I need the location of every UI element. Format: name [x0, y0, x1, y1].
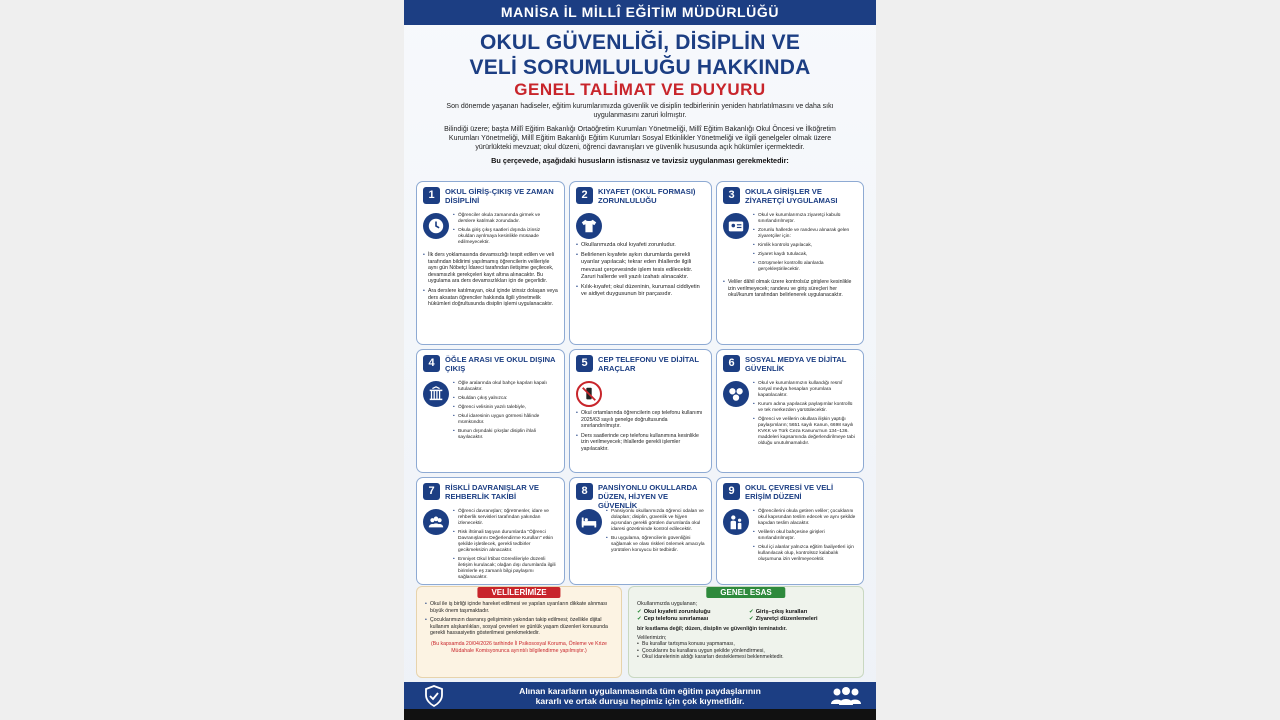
intro-text: [404, 102, 876, 152]
check-item: ✔ Okul kıyafeti zorunluluğu: [637, 608, 711, 615]
rule-item: • Zorunlu hallerde ve randevu alınarak gelen ziyaretçiler için:: [753, 228, 857, 240]
rule-item: • Ziyaret kaydı tutulacak,: [753, 252, 857, 258]
rule-title: OKUL ÇEVRESİ VE VELİ ERİŞİM DÜZENİ: [745, 483, 834, 501]
rule-bottom-list: [576, 242, 705, 298]
parents-item: • Okul ile iş birliği içinde hareket edilmesi ve yapılan uyarıların dikkate alınması büyük önem taşımaktadır.: [425, 601, 613, 614]
title-line-1: OKUL GÜVENLİĞİ, DİSİPLİN VE: [479, 31, 801, 54]
rule-bottom-list: [723, 279, 857, 299]
rule-card-header: [423, 355, 558, 379]
rule-item: • Kimlik kontrolü yapılacak,: [753, 243, 857, 249]
rule-card-header: [576, 483, 705, 510]
rule-card-body: [723, 213, 857, 276]
rule-card-body: [723, 381, 857, 450]
rule-item: • Okul idaresinin uygun görmesi hâlinde mümkündür.: [453, 414, 558, 426]
rule-card-4: [416, 349, 565, 473]
rule-item: • Okul içi alanlar yalnızca eğitim faaliyetleri için kullanılacak olup, kontrolsüz kalabalık oluşumuna izin verilmeyecektir.: [753, 545, 857, 563]
rule-item: • Ara derslere katılmayan, okul içinde izinsiz dolaşan veya ders aksatan öğrenciler hakkında ilgili yönetmelik hükümleri doğrultusunda disiplin işlemi uygulanacaktır.: [423, 288, 558, 308]
rule-top-list: [453, 509, 558, 584]
rule-card-body: [576, 509, 705, 557]
title-line-2: VELİ SORUMLULUĞU HAKKINDA: [469, 56, 811, 79]
social-media-icon: [723, 381, 749, 407]
rule-item: • Ders saatlerinde cep telefonu kullanımına kesinlikle izin verilmeyecek; ihlallerde gerekli işlemler yapılacaktır.: [576, 433, 705, 453]
rule-card-2: [569, 181, 712, 345]
rule-card-header: [576, 355, 705, 379]
rule-card-header: [576, 187, 705, 211]
rule-title: CEP TELEFONU VE DİJİTAL ARAÇLAR: [598, 355, 699, 373]
check-item: ✔ Giriş–çıkış kuralları: [749, 608, 808, 615]
check-icon: ✔: [749, 608, 754, 615]
rule-card-header: [723, 483, 857, 507]
rule-number: 5: [576, 355, 593, 372]
parents-list: [425, 601, 613, 637]
rule-item: • Öğrenci ve velilerin okullara ilişkin yaptığı paylaşımların; 5651 sayılı Kanun, 6698 sayılı KVKK ve Türk Ceza Kanunu'nun 134–136. maddeleri kapsamında değerlendirilmeye tabi olduğu unutulmamalıdır.: [753, 417, 857, 447]
rule-card-body: [423, 509, 558, 584]
rule-item: • Okullarımızda okul kıyafeti zorunludur.: [576, 242, 705, 249]
group-icon: [423, 509, 449, 535]
rule-item: • Öğrenci velisinin yazılı talebiyle,: [453, 405, 558, 411]
subtitle: GENEL TALİMAT VE DUYURU: [514, 80, 766, 99]
principles-item: • Okul idarelerinin aldığı kararları desteklemesi beklenmektedir.: [637, 654, 855, 661]
footer-line-2: kararlı ve ortak duruşu hepimiz için çok kıymetlidir.: [535, 695, 745, 706]
tshirt-icon: [576, 213, 602, 239]
rule-number: 2: [576, 187, 593, 204]
rule-title: ÖĞLE ARASI VE OKUL DIŞINA ÇIKIŞ: [445, 355, 556, 373]
rule-item: • Bunun dışındaki çıkışlar disiplin ihlali sayılacaktır.: [453, 429, 558, 441]
rule-card-header: [723, 187, 857, 211]
rule-item: • Pansiyonlu okullarımızda öğrenci odaları ve dolapları; disiplin, güvenlik ve hijyen açısından gerekli görülen durumlarda okul idaresi gözetiminde kontrol edilecektir.: [606, 509, 705, 533]
rule-number: 1: [423, 187, 440, 204]
rule-card-7: [416, 477, 565, 585]
rule-card-header: [723, 355, 857, 379]
principles-intro: Okullarımızda uygulanan;: [637, 601, 698, 607]
rule-item: • Velilerin okul bahçesine girişleri sınırlandırılmıştır.: [753, 530, 857, 542]
bottom-strip: [404, 709, 876, 720]
footer-line-1: Alınan kararların uygulanmasında tüm eğitim paydaşlarının: [519, 685, 761, 696]
footer-banner: [404, 682, 876, 709]
rule-card-header: [423, 483, 558, 507]
rule-title: SOSYAL MEDYA VE DİJİTAL GÜVENLİK: [745, 355, 847, 373]
intro-paragraph-1: Son dönemde yaşanan hadiseler, eğitim kurumlarımızda güvenlik ve disiplin tedbirlerinin yeniden hatırlatılmasını ve daha sıkı uygulanmasını zaruri kılmıştır.: [446, 103, 834, 120]
rule-item: • Veliler dâhil olmak üzere kontrolsüz girişlere kesinlikle izin verilmeyecek; randevu ve giriş süreçleri her okul/kurum tarafından belirlenerek uygulanacaktır.: [723, 279, 857, 299]
rule-bottom-list: [423, 252, 558, 308]
rule-item: • Öğle aralarında okul bahçe kapıları kapalı tutulacaktır.: [453, 381, 558, 393]
rule-card-1: [416, 181, 565, 345]
rules-grid: [416, 181, 864, 582]
parents-item: • Çocuklarımızın davranış gelişiminin yakından takip edilmesi; özellikle dijital kullanım alışkanlıkları, sosyal çevreleri ve günlük yaşam düzenleri konusunda gerekli hassasiyetin gösterilmesi gerekmektedir.: [425, 617, 613, 637]
people-group-icon: [816, 686, 876, 706]
rule-number: 9: [723, 483, 740, 500]
principles-item: • Bu kurallar tartışma konusu yapmaması,: [637, 641, 855, 648]
rule-top-list: [606, 381, 705, 407]
rule-card-8: [569, 477, 712, 585]
rule-title: KIYAFET (OKUL FORMASI) ZORUNLULUĞU: [598, 187, 696, 205]
rule-item: • Öğrenciler okula zamanında girmek ve derslere katılmak zorundadır.: [453, 213, 558, 225]
check-icon: ✔: [637, 615, 642, 622]
rule-item: • Emniyet Okul İrtibat Görevlileriyle düzenli iletişim kurulacak; olağan dışı durumlarda ilgili birimlerle eş zamanlı bilgi paylaşımı sağlanacaktır.: [453, 557, 558, 581]
rule-top-list: [606, 509, 705, 557]
shield-check-icon: [404, 685, 464, 707]
rule-item: • İlk ders yoklamasında devamsızlığı tespit edilen ve veli tarafından bildirimi yapılmamış öğrencilerin velileriyle aynı gün Nöbetçi İdareci tarafından iletişime geçilecek, devamsızlık gerekçeleri kayıt altına alınacaktır. Bu uygulama ara ders devamsızlıkları için de geçerlidir.: [423, 252, 558, 285]
rule-title: OKULA GİRİŞLER VE ZİYARETÇİ UYGULAMASI: [745, 187, 838, 205]
principles-box: [628, 586, 864, 678]
rule-number: 3: [723, 187, 740, 204]
rule-item: • Okuldan çıkış yalnızca:: [453, 396, 558, 402]
footer-boxes: [416, 586, 864, 678]
rule-item: • Bu uygulama, öğrencilerin güvenliğini sağlamak ve olası riskleri önlemek amacıyla yürütülen koruyucu bir tedbirdir.: [606, 536, 705, 554]
rule-card-3: [716, 181, 864, 345]
principles-parents-intro: Velilerimizin;: [637, 634, 667, 641]
no-phone-icon: [576, 381, 602, 407]
rule-card-9: [716, 477, 864, 585]
principles-ribbon: GENEL ESAS: [706, 587, 785, 598]
rule-bottom-list: [576, 410, 705, 453]
principles-checks: [637, 609, 855, 623]
check-item: ✔ Ziyaretçi düzenlemeleri: [749, 615, 818, 622]
parents-ribbon: VELİLERİMİZE: [477, 587, 560, 598]
rule-top-list: [453, 381, 558, 444]
rule-card-6: [716, 349, 864, 473]
rule-title: PANSİYONLU OKULLARDA DÜZEN, HİJYEN VE GÜVENLİK: [598, 483, 698, 510]
check-item: ✔ Cep telefonu sınırlaması: [637, 615, 709, 622]
rule-number: 8: [576, 483, 593, 500]
rule-top-list: [453, 213, 558, 249]
rule-item: • Okul ortamlarında öğrencilerin cep telefonu kullanımı 2025/63 sayılı genelge doğrultusunda sınırlandırılmıştır.: [576, 410, 705, 430]
clock-icon: [423, 213, 449, 239]
rule-item: • Öğrencilerini okula getiren veliler; çocuklarını okul kapısından teslim edecek ve aynı şekilde kapıdan teslim alacaktır.: [753, 509, 857, 527]
rule-number: 6: [723, 355, 740, 372]
rule-card-body: [423, 213, 558, 249]
rule-item: • Risk ihtimali taşıyan durumlarda "Öğrenci Davranışlarını Değerlendirme Kurulları" etkin şekilde işletilecek, gerekli tedbirler gecikmeksizin alınacaktır.: [453, 530, 558, 554]
rule-top-list: [753, 509, 857, 566]
rule-item: • Görüşmeler kontrollü alanlarda gerçekleştirilecektir.: [753, 261, 857, 273]
parents-note: (Bu kapsamda 20/04/2026 tarihinde İl Psikososyal Koruma, Önleme ve Krize Müdahale Komisyonunca ayrıntılı bilgilendirme yapılmıştır.): [431, 640, 607, 654]
poster: [404, 0, 876, 720]
rule-card-body: [723, 509, 857, 566]
rule-title: OKUL GİRİŞ-ÇIKIŞ VE ZAMAN DİSİPLİNİ: [445, 187, 554, 205]
rule-item: • Okula giriş çıkış saatleri dışında izinsiz okuldan ayrılmaya kesinlikle müsaade edilmeyecektir.: [453, 228, 558, 246]
bed-icon: [576, 509, 602, 535]
rule-card-body: [576, 381, 705, 407]
parent-icon: [723, 509, 749, 535]
footer-message: [464, 686, 816, 706]
parents-box: [416, 586, 622, 678]
rule-item: • Kurum adına yapılacak paylaşımlar kontrollü ve tek merkezden yürütülecektir.: [753, 402, 857, 414]
intro-lead: Bu çerçevede, aşağıdaki hususların istisnasız ve tavizsiz uygulanması gerekmektedir:: [491, 156, 789, 166]
intro-paragraph-2: Bilindiği üzere; başta Millî Eğitim Bakanlığı Ortaöğretim Kurumları Yönetmeliği, Millî Eğitim Bakanlığı Okul Öncesi ve İlköğretim Kurumları Yönetmeliği, Millî Eğitim Bakanlığı Eğitim Kurumları Sosyal Etkinlikler Yönetmeliği ve ilgili genelgeler olmak üzere yürürlükteki mevzuat; okul düzeni, öğrenci davranışları ve güvenlik hususunda açık hükümler içermektedir.: [444, 125, 836, 152]
rule-title: RİSKLİ DAVRANIŞLAR VE REHBERLİK TAKİBİ: [445, 483, 539, 501]
rule-item: • Okul ve kurumlarımızın kullandığı resmî sosyal medya hesapları yorumlara kapatılacaktır.: [753, 381, 857, 399]
id-card-icon: [723, 213, 749, 239]
rule-number: 7: [423, 483, 440, 500]
rule-number: 4: [423, 355, 440, 372]
rule-item: • Kılık-kıyafet; okul düzeninin, kurumsal ciddiyetin ve aidiyet duygusunun bir parçasıdır.: [576, 284, 705, 298]
principles-item: • Çocuklarını bu kurallara uygun şekilde yönlendirmesi,: [637, 648, 855, 655]
rule-card-body: [576, 213, 705, 239]
check-icon: ✔: [637, 608, 642, 615]
rule-card-5: [569, 349, 712, 473]
rule-top-list: [753, 213, 857, 276]
rule-item: • Okul ve kurumlarımıza ziyaretçi kabulü sınırlandırılmıştır.: [753, 213, 857, 225]
principles-list: [637, 641, 855, 661]
rule-item: • Belirlenen kıyafete aykırı durumlarda gerekli uyarılar yapılacak; tekrar eden ihlallerde ilgili mevzuat çerçevesinde işlem tesis edilecektir. Zaruri hallerde veli yazılı izahatı alınacaktır.: [576, 252, 705, 281]
institution-header: MANİSA İL MİLLÎ EĞİTİM MÜDÜRLÜĞÜ: [404, 0, 876, 25]
rule-card-header: [423, 187, 558, 211]
check-icon: ✔: [749, 615, 754, 622]
rule-top-list: [753, 381, 857, 450]
gate-icon: [423, 381, 449, 407]
rule-item: • Öğrenci davranışları; öğretmenler, idare ve rehberlik servisleri tarafından yakından izlenecektir.: [453, 509, 558, 527]
rule-card-body: [423, 381, 558, 444]
rule-top-list: [606, 213, 705, 239]
principles-statement: bir kısıtlama değil; düzen, disiplin ve güvenliğin teminatıdır.: [637, 626, 787, 632]
